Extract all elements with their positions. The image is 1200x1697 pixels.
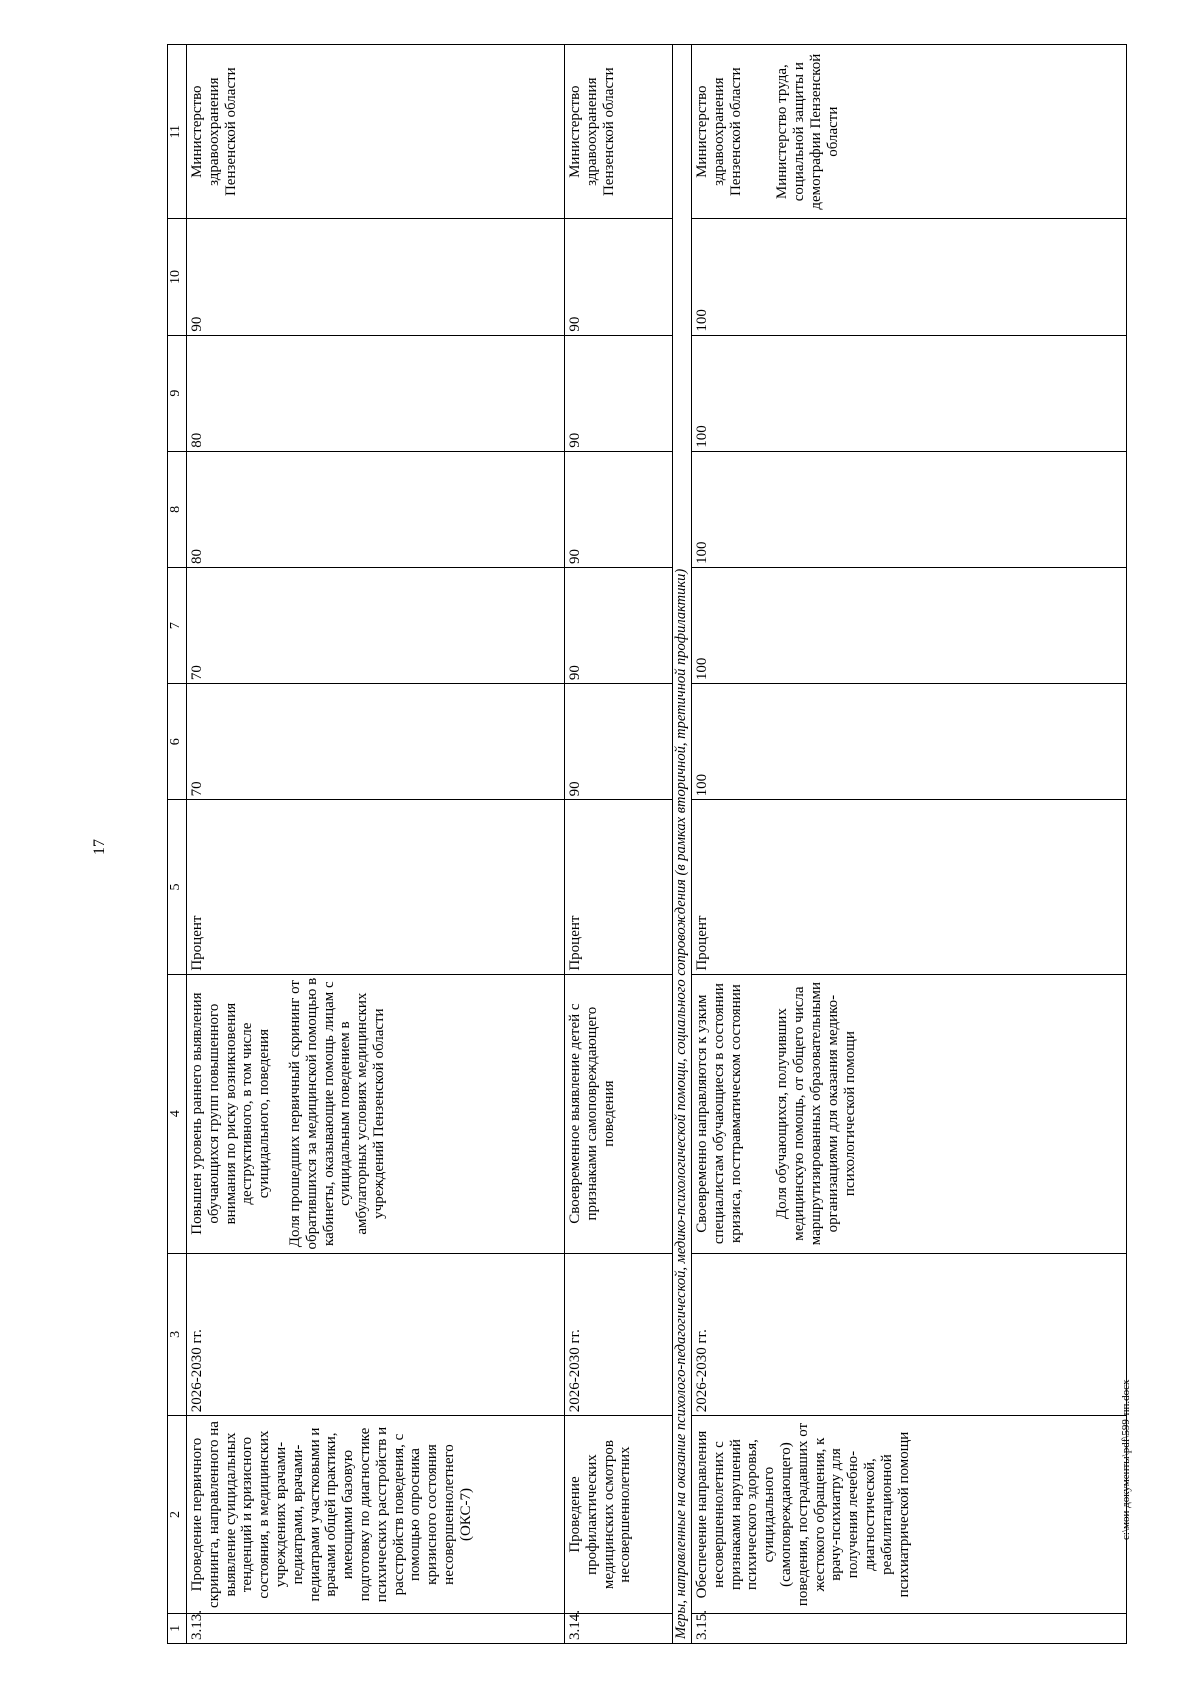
value-cell: 90	[565, 451, 673, 567]
header-cell: 10	[168, 219, 187, 335]
indicator-text: Доля прошедших первичный скрининг от обратившихся за медицинской помощью в кабинеты, оказывающие помощь лицам с суицидальным поведением в амбулаторных условиях медицинских учреждений Пензенской области	[286, 977, 387, 1250]
header-row	[168, 45, 187, 1644]
section-title: Меры, направленные на оказание психолого-педагогической, медико-психологической помощи, социального сопровождения (в рамках вторичной, третичной профилактики)	[673, 45, 692, 1644]
header-cell: 1	[168, 1613, 187, 1643]
executor-cell: Министерство здравоохранения Пензенской области	[565, 45, 673, 219]
page-number: 17	[91, 839, 108, 855]
header-cell: 8	[168, 451, 187, 567]
value-cell: 80	[187, 451, 565, 567]
rotated-table-container	[167, 44, 1127, 1644]
row-number: 3.13.	[187, 1613, 565, 1643]
value-cell: 90	[565, 567, 673, 683]
row-number: 3.15.	[692, 1613, 1127, 1643]
result-cell	[187, 974, 565, 1253]
result-text: Повышен уровень раннего выявления обучающихся групп повышенного внимания по риску возникновения деструктивного, в том числе суицидального, поведения	[189, 992, 273, 1235]
header-cell: 7	[168, 567, 187, 683]
value-cell: 100	[692, 567, 1127, 683]
section-row	[673, 45, 692, 1644]
executor-text: Министерство труда, социальной защиты и демографии Пензенской области	[774, 53, 841, 210]
header-cell: 3	[168, 1253, 187, 1416]
header-cell: 2	[168, 1416, 187, 1614]
period-cell: 2026-2030 гг.	[565, 1253, 673, 1416]
value-cell: 70	[187, 684, 565, 800]
table-row	[565, 45, 673, 1644]
value-cell: 90	[187, 219, 565, 335]
value-cell: 100	[692, 684, 1127, 800]
executor-cell	[692, 45, 1127, 219]
header-cell: 9	[168, 335, 187, 451]
executor-text: Министерство здравоохранения Пензенской области	[694, 67, 744, 197]
value-cell: 100	[692, 451, 1127, 567]
value-cell: 80	[187, 335, 565, 451]
value-cell: 100	[692, 335, 1127, 451]
result-text: Своевременно направляются к узким специалистам обучающиеся в состоянии кризиса, посттравматическом состоянии	[694, 983, 744, 1245]
activity-cell: Обеспечение направления несовершеннолетних с признаками нарушений психического здоровья, суицидального (самоповреждающего) поведения, пострадавших от жестокого обращения, к врачу-психиатру для получения лечебно-диагностической, реабилитационной психиатрической помощи	[692, 1416, 1127, 1614]
value-cell: 90	[565, 684, 673, 800]
activity-cell: Проведение первичного скрининга, направленного на выявление суицидальных тенденций и кризисного состояния, в медицинских учреждениях врачами-педиатрами, врачами-педиатрами участковыми и врачами общей практики, имеющими базовую подготовку по диагностике психических расстройств и расстройств поведения, с помощью опросника кризисного состояния несовершеннолетнего (ОКС-7)	[187, 1416, 565, 1614]
value-cell: 90	[565, 219, 673, 335]
period-cell: 2026-2030 гг.	[692, 1253, 1127, 1416]
executor-cell: Министерство здравоохранения Пензенской области	[187, 45, 565, 219]
header-cell: 4	[168, 974, 187, 1253]
period-cell: 2026-2030 гг.	[187, 1253, 565, 1416]
header-cell: 6	[168, 684, 187, 800]
value-cell: 90	[565, 335, 673, 451]
unit-cell: Процент	[692, 800, 1127, 974]
table-row	[692, 45, 1127, 1644]
row-number: 3.14.	[565, 1613, 673, 1643]
unit-cell: Процент	[565, 800, 673, 974]
value-cell: 70	[187, 567, 565, 683]
header-cell: 11	[168, 45, 187, 219]
unit-cell: Процент	[187, 800, 565, 974]
result-cell: Своевременное выявление детей с признаками самоповреждающего поведения	[565, 974, 673, 1253]
footer-file-path: c:\мои документы\pdf\599-пп.docx	[1120, 1379, 1132, 1540]
measures-table	[167, 44, 1127, 1644]
table-row	[187, 45, 565, 1644]
value-cell: 100	[692, 219, 1127, 335]
indicator-text: Доля обучающихся, получивших медицинскую помощь, от общего числа маршрутизированных образовательными организациями для оказания медико-психологической помощи	[774, 981, 858, 1246]
activity-cell: Проведение профилактических медицинских осмотров несовершеннолетних	[565, 1416, 673, 1614]
result-cell	[692, 974, 1127, 1253]
header-cell: 5	[168, 800, 187, 974]
